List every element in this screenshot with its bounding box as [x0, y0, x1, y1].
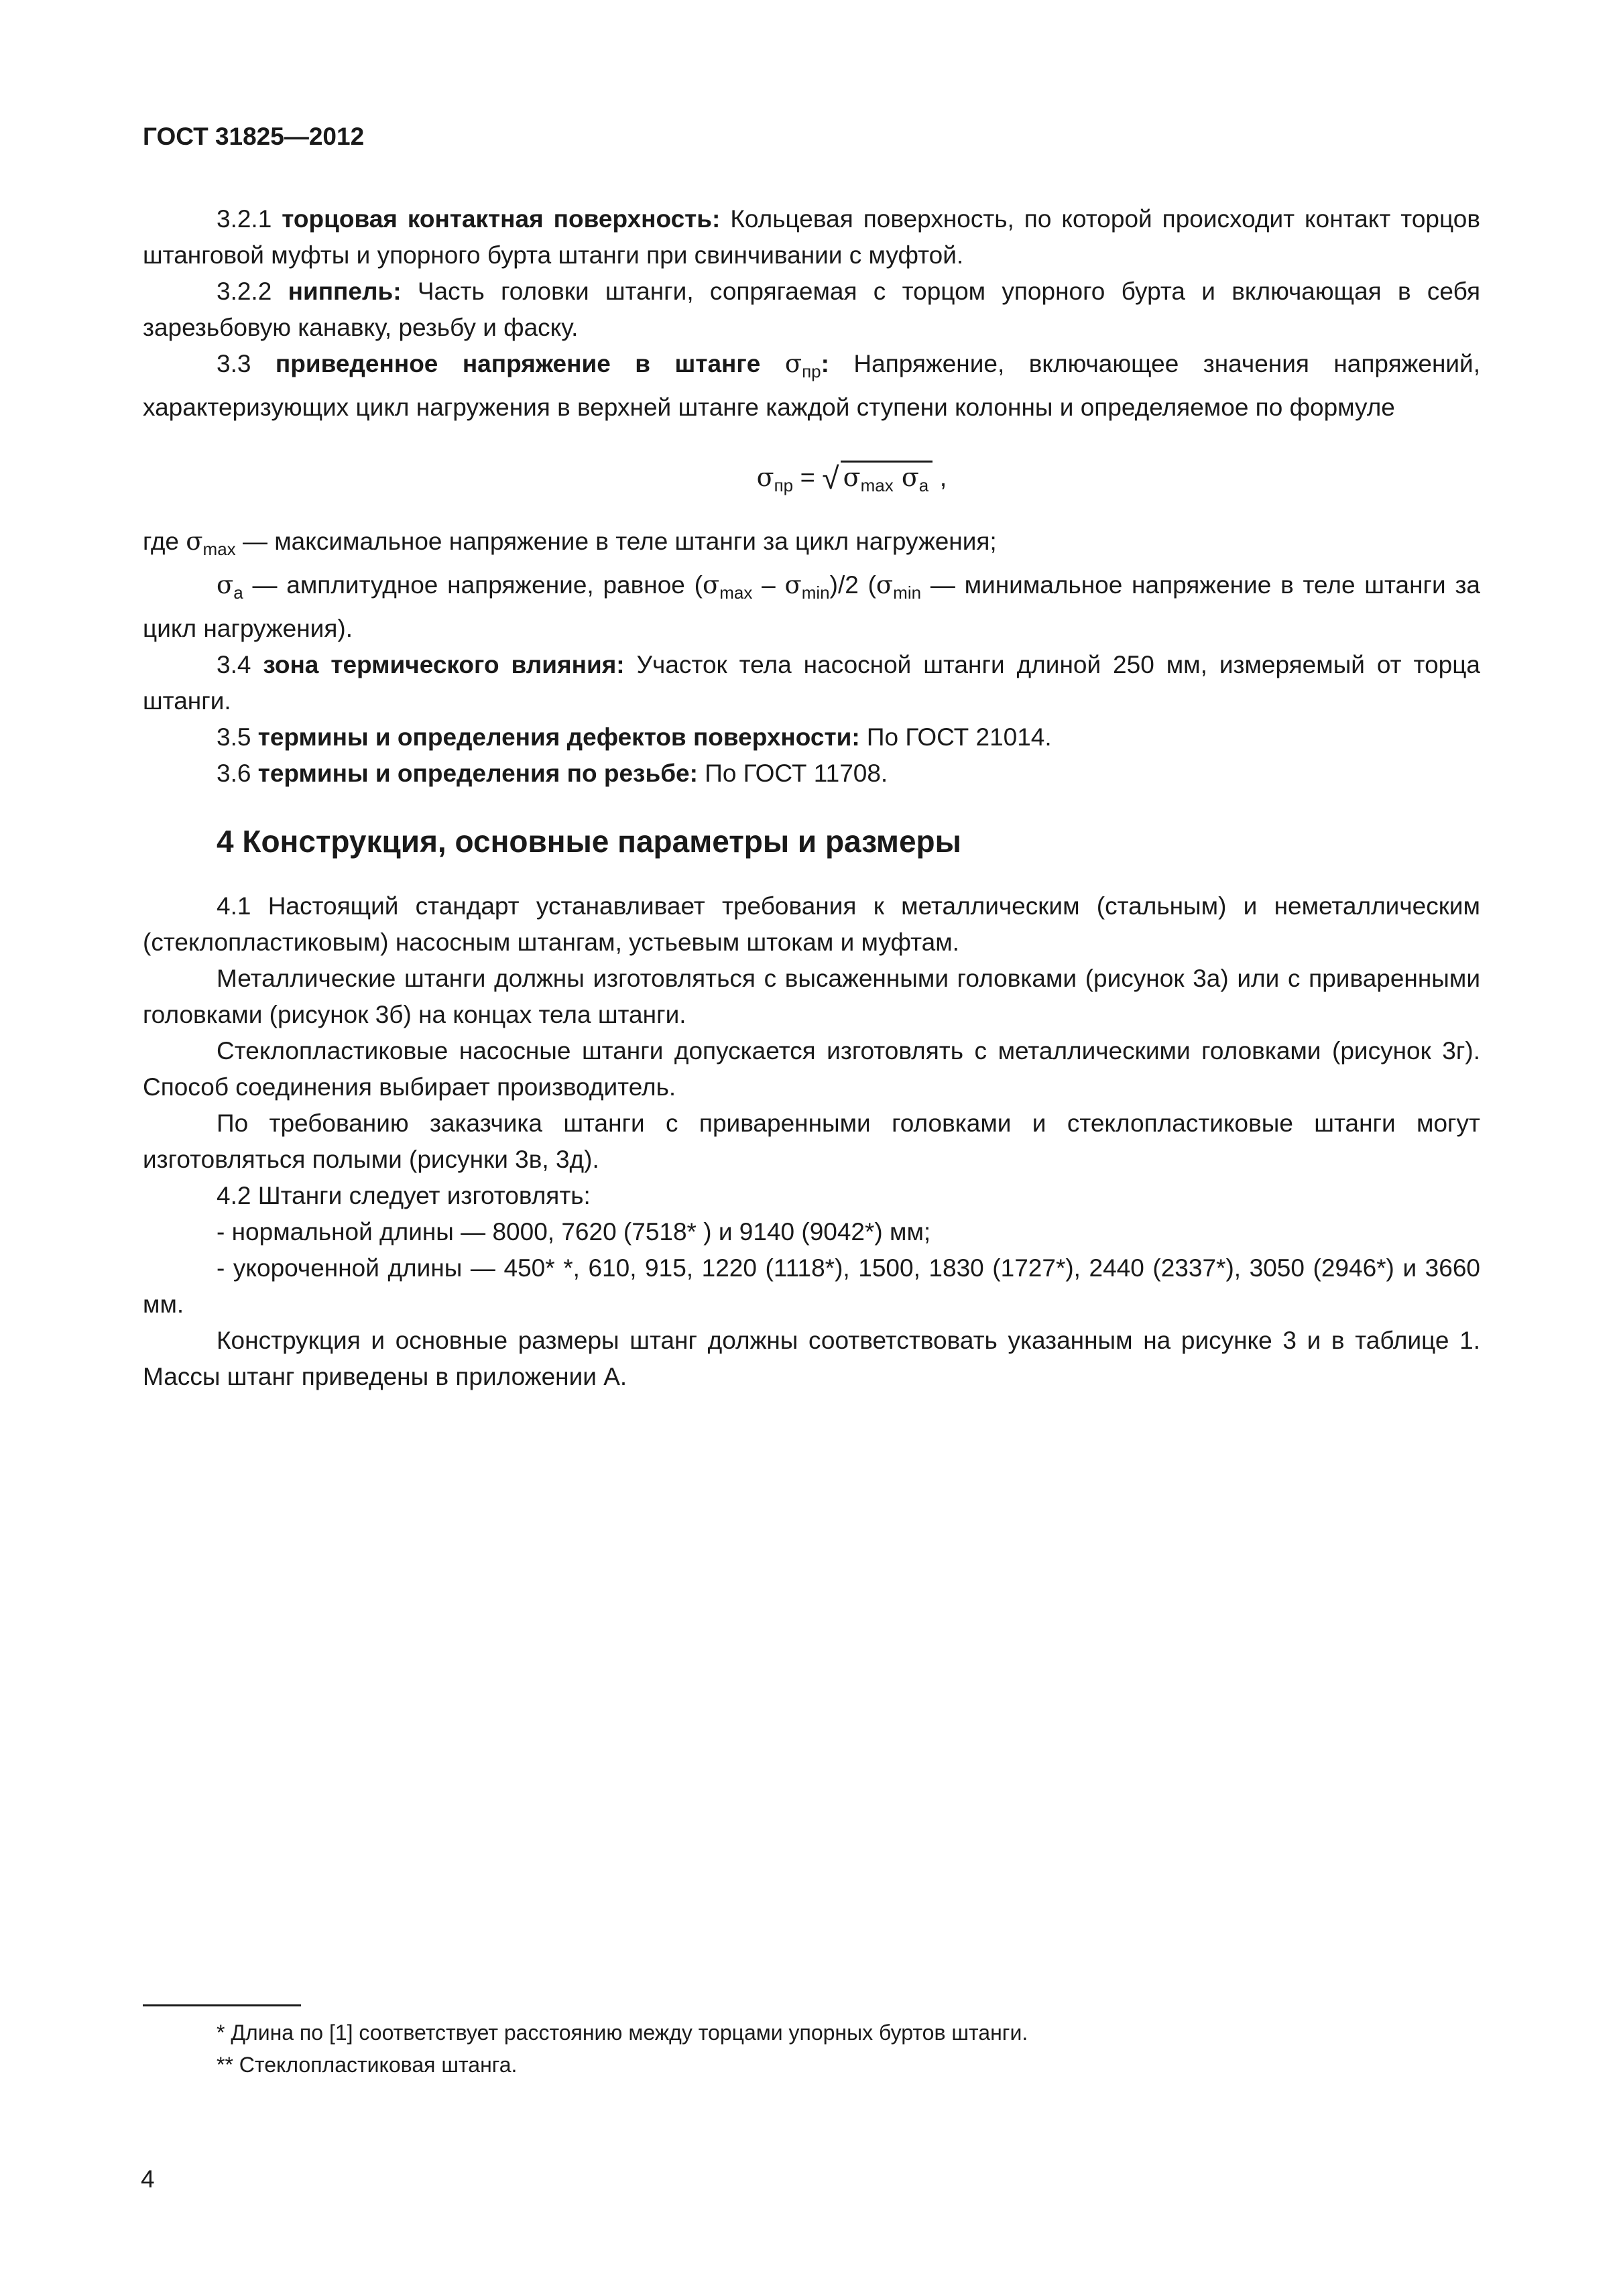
section-heading: 4 Конструкция, основные параметры и размеры [217, 824, 961, 859]
document-body [143, 201, 1480, 1395]
list-item-short-length: - укороченной длины — 450* *, 610, 915, 1220 (1118*), 1500, 1830 (1727*), 2440 (2337*), 3050 (2946*) и 3660 мм. [143, 1254, 1480, 1318]
paragraph-3-3 [143, 346, 1480, 426]
paragraph-3-4 [143, 647, 1480, 719]
list-item-normal-length: - нормальной длины — 8000, 7620 (7518* ) и 9140 (9042*) мм; [217, 1218, 931, 1246]
clause-number: 3.6 [217, 760, 258, 787]
paragraph-3-5 [143, 719, 1480, 756]
paragraph-metal-rods: Металлические штанги должны изготовляться с высаженными головками (рисунок 3а) или с приваренными головками (рисунок 3б) на концах тела штанги. [143, 965, 1480, 1028]
formula-lhs: σ [756, 463, 774, 492]
formula-lhs-sub: пр [774, 475, 794, 495]
page-number: 4 [141, 2165, 155, 2193]
term: термины и определения дефектов поверхности: [257, 723, 860, 751]
radicand [841, 461, 933, 500]
subscript: пр [802, 361, 821, 381]
term-colon: : [821, 350, 829, 377]
clause-number: 3.5 [217, 723, 258, 751]
paragraph-fiberglass-rods: Стеклопластиковые насосные штанги допускается изготовлять с металлическими головками (рисунок 3г). Способ соединения выбирает производитель. [143, 1037, 1480, 1101]
paragraph-customer-request: По требованию заказчика штанги с приваренными головками и стеклопластиковые штанги могут изготовляться полыми (рисунки 3в, 3д). [143, 1109, 1480, 1173]
formula-expression [757, 459, 947, 503]
subscript: max [202, 539, 236, 559]
formula-equals: = [793, 464, 823, 492]
where-clause-1 [143, 524, 1480, 567]
paragraph-design: Конструкция и основные размеры штанг должны соответствовать указанным на рисунке 3 и в таблице 1. Массы штанг приведены в приложении А. [143, 1327, 1480, 1390]
formula [143, 459, 1480, 499]
sigma-symbol: σ [784, 349, 802, 378]
sigma-symbol: σ [186, 527, 203, 556]
sigma-symbol: σ [217, 570, 234, 599]
footnote-2: ** Стеклопластиковая штанга. [217, 2053, 518, 2077]
where-text: )/2 ( [829, 571, 876, 599]
definition-text: Напряжение, включающее значения напряжений, характеризующих цикл нагружения в верхней штанге каждой ступени колонны и определяемое по формуле [143, 350, 1480, 421]
subscript: max [719, 583, 753, 603]
formula-sigma-max: σ [843, 463, 861, 492]
term: зона термического влияния: [263, 651, 625, 678]
subscript: min [801, 583, 830, 603]
subscript: a [233, 583, 243, 603]
clause-number: 3.2.1 [217, 205, 282, 233]
formula-sub-max: max [860, 475, 894, 495]
term: термины и определения по резьбе: [257, 760, 698, 787]
footnote-separator [143, 2004, 301, 2006]
paragraph-4-2: 4.2 Штанги следует изготовлять: [217, 1182, 591, 1209]
where-text: — максимальное напряжение в теле штанги за цикл нагружения; [235, 528, 997, 555]
paragraph-3-6 [143, 756, 1480, 792]
definition-text: По ГОСТ 11708. [697, 760, 888, 787]
formula-sigma-a: σ [893, 463, 919, 492]
subscript: min [893, 583, 922, 603]
definition-text: По ГОСТ 21014. [859, 723, 1052, 751]
paragraph-4-1: 4.1 Настоящий стандарт устанавливает требования к металлическим (стальным) и неметаллическим (стеклопластиковым) насосным штангам, устьевым штокам и муфтам. [143, 892, 1480, 956]
definition-text: Участок тела насосной штанги длиной 250 мм, измеряемый от торца штанги. [143, 651, 1481, 715]
clause-number: 3.4 [217, 651, 263, 678]
clause-number: 3.2.2 [217, 278, 288, 305]
footnote-1: * Длина по [1] соответствует расстоянию между торцами упорных буртов штанги. [217, 2020, 1028, 2045]
sigma-symbol: σ [702, 570, 720, 599]
formula-sub-a: a [918, 475, 929, 495]
where-prefix: где [143, 528, 186, 555]
clause-number: 3.3 [217, 350, 276, 377]
term: торцовая контактная поверхность: [282, 205, 721, 233]
radical-sign: √ [822, 461, 839, 495]
sigma-symbol: σ [876, 570, 894, 599]
term: приведенное напряжение в штанге [275, 350, 785, 377]
where-text: — минимальное напряжение в теле штанги за цикл нагружения). [143, 571, 1481, 642]
term: ниппель: [288, 278, 402, 305]
paragraph-3-2-2 [143, 274, 1480, 346]
definition-text: Кольцевая поверхность, по которой происходит контакт торцов штанговой муфты и упорного бурта штанги при свинчивании с муфтой. [143, 205, 1481, 269]
sigma-symbol: σ [784, 570, 802, 599]
document-header: ГОСТ 31825—2012 [143, 123, 365, 150]
formula-tail: , [933, 464, 947, 492]
where-text: — амплитудное напряжение, равное ( [243, 571, 703, 599]
minus-sign: – [752, 571, 785, 599]
definition-text: Часть головки штанги, сопрягаемая с торцом упорного бурта и включающая в себя зарезьбовую канавку, резьбу и фаску. [143, 278, 1480, 341]
paragraph-3-2-1 [143, 201, 1480, 274]
where-clause-2 [143, 567, 1480, 647]
